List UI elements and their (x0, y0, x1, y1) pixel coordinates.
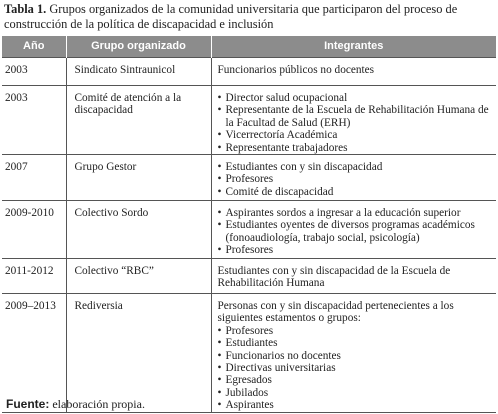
row-group: Comité de atención a la discapacidad (66, 86, 211, 155)
row-year: 2003 (2, 86, 66, 155)
list-item: • Aspirantes sordos a ingresar a la educación superior (218, 207, 497, 219)
header-year: Año (2, 36, 66, 58)
row-year: 2009–2013 (2, 294, 66, 413)
row-group: Grupo Gestor (66, 155, 211, 201)
source-note (6, 397, 145, 412)
members-text: Estudiantes con y sin discapacidad de la Escuela de Rehabilitación Humana (217, 265, 451, 290)
row-members (211, 58, 496, 86)
table-row (2, 58, 496, 86)
members-intro: Personas con y sin discapacidad pertenecientes a los siguientes estamentos o grupos: (217, 300, 454, 325)
table-row (2, 294, 496, 413)
table-header (2, 36, 496, 58)
list-item: • Comité de discapacidad (218, 186, 497, 198)
row-year: 2003 (2, 58, 66, 86)
source-text: elaboración propia. (52, 397, 145, 411)
table-row (2, 201, 496, 259)
header-group: Grupo organizado (66, 36, 211, 58)
table-row (2, 86, 496, 155)
list-item: • Vicerrectoría Académica (218, 129, 497, 141)
list-item: • Profesores (218, 244, 497, 256)
row-members (211, 201, 496, 259)
members-list (218, 161, 497, 198)
row-members (211, 155, 496, 201)
members-list (218, 92, 497, 154)
list-item: • Estudiantes (218, 337, 497, 349)
row-group: Colectivo “RBC” (66, 259, 211, 294)
list-item: • Estudiantes con y sin discapacidad (218, 161, 497, 173)
groups-table (2, 36, 496, 413)
list-item: • Directivas universitarias (218, 362, 497, 374)
table-row (2, 259, 496, 294)
list-item: • Profesores (218, 325, 497, 337)
list-item: • Director salud ocupacional (218, 92, 497, 104)
table-row (2, 155, 496, 201)
list-item: • Representante trabajadores (218, 142, 497, 154)
row-year: 2007 (2, 155, 66, 201)
list-item: • Representante de la Escuela de Rehabilitación Humana de la Facultad de Salud (ERH) (218, 104, 497, 129)
caption-text: Grupos organizados de la comunidad universitaria que participaron del proceso de construcción de la política de discapacidad e inclusión (4, 2, 458, 31)
row-members (211, 259, 496, 294)
list-item: • Funcionarios no docentes (218, 350, 497, 362)
row-members (211, 86, 496, 155)
source-label: Fuente: (6, 397, 50, 411)
caption-label: Tabla 1. (4, 2, 47, 16)
list-item: • Aspirantes (218, 399, 497, 411)
members-text: Funcionarios públicos no docentes (217, 64, 375, 76)
row-year: 2009-2010 (2, 201, 66, 259)
list-item: • Egresados (218, 374, 497, 386)
members-list (218, 207, 497, 257)
members-list (218, 325, 497, 412)
header-members: Integrantes (211, 36, 496, 58)
list-item: • Profesores (218, 173, 497, 185)
row-group: Sindicato Sintraunicol (66, 58, 211, 86)
row-year: 2011-2012 (2, 259, 66, 294)
row-group: Rediversia (66, 294, 211, 413)
table-caption (4, 2, 494, 32)
row-group: Colectivo Sordo (66, 201, 211, 259)
list-item: • Estudiantes oyentes de diversos programas académicos (fonoaudiología, trabajo social, psicología) (218, 219, 497, 244)
row-members (211, 294, 496, 413)
list-item: • Jubilados (218, 387, 497, 399)
